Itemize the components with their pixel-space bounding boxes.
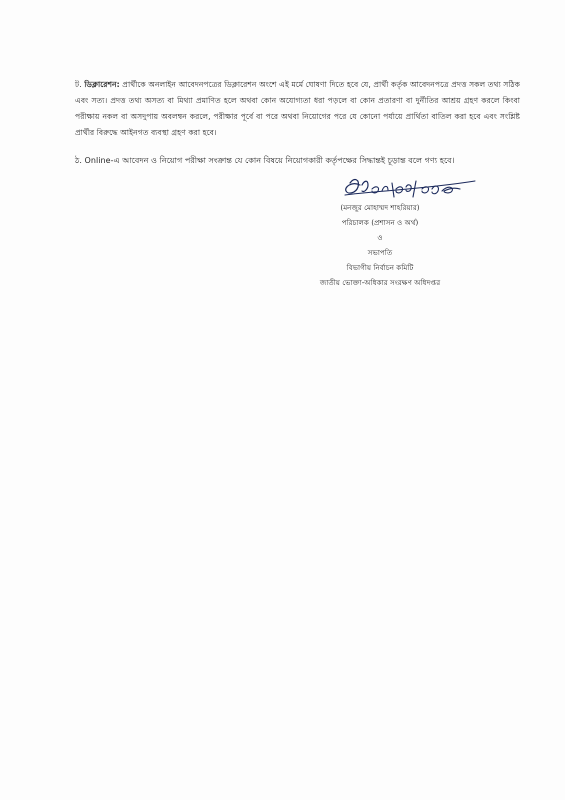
conjunction-text: ও xyxy=(377,233,383,242)
clause-text: প্রার্থীকে অনলাইন আবেদনপত্রের ডিক্লারেশন অংশে এই মর্মে ঘোষণা দিতে হবে যে, প্রার্থী কর্তৃক আবেদনপত্রে প্রদত্ত সকল তথ্য সঠিক এবং সত্য। প্রদত্ত তথ্য অসত্য বা মিথ্যা প্রমাণিত হলে অথবা কোন অযোগ্যতা ধরা পড়লে বা কোন প্রতারণা বা দুর্নীতির আশ্রয় গ্রহণ করলে কিংবা পরীক্ষায় নকল বা অসদুপায় অবলম্বন করলে, পরীক্ষার পূর্বে বা পরে অথবা নিয়োগের পরে যে কোনো পর্যায়ে প্রার্থিতা বাতিল করা হবে এবং সংশ্লিষ্ট প্রার্থীর বিরুদ্ধে আইনগত ব্যবস্থা গ্রহণ করা হবে। xyxy=(75,80,520,137)
signatory-role: সভাপতি xyxy=(367,248,393,257)
signature-block xyxy=(290,175,470,310)
declaration-clause xyxy=(75,77,520,141)
committee-name: বিভাগীয় নির্বাচন কমিটি xyxy=(346,263,414,272)
signatory-name: (মনজুর মোহাম্মদ শাহরিয়ার) xyxy=(340,203,420,212)
online-decision-clause xyxy=(75,153,520,169)
clause-heading: ডিক্লারেশন: xyxy=(84,80,120,89)
clause-marker: ট. xyxy=(75,80,82,89)
office-name: জাতীয় ভোক্তা-অধিকার সংরক্ষণ অধিদপ্তর xyxy=(319,278,441,287)
clause-marker: ঠ. xyxy=(75,156,82,165)
signatory-designation: পরিচালক (প্রশাসন ও অর্থ) xyxy=(341,218,419,227)
clause-text: Online-এ আবেদন ও নিয়োগ পরীক্ষা সংক্রান্ত যে কোন বিষয়ে নিয়োগকারী কর্তৃপক্ষের সিদ্ধান্তই চূড়ান্ত বলে গণ্য হবে। xyxy=(84,156,455,165)
